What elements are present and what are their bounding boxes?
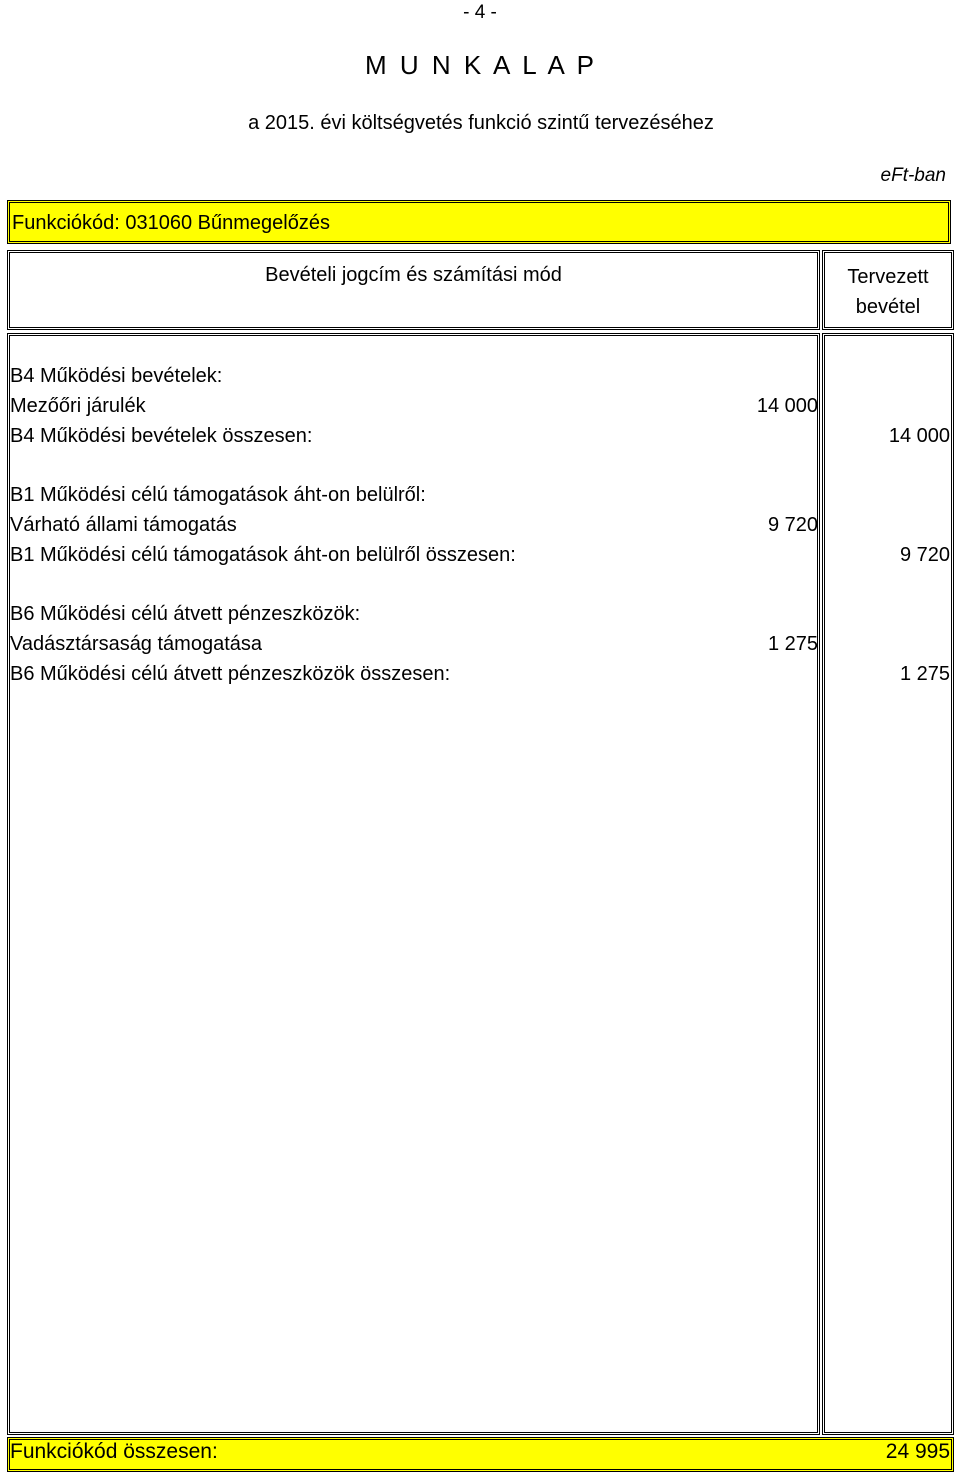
grand-total-value: 24 995 [885, 1440, 950, 1463]
table-body-right [822, 333, 954, 1435]
column-header-revenue-title: Bevételi jogcím és számítási mód [265, 264, 562, 286]
page-title: M U N K A L A P [365, 50, 597, 80]
section-heading: B6 Működési célú átvett pénzeszközök: [10, 603, 361, 625]
line-item-value: 1 275 [767, 633, 818, 655]
section-total-value: 9 720 [899, 544, 950, 566]
section-total-label: B6 Működési célú átvett pénzeszközök összesen: [10, 663, 451, 685]
section-heading: B4 Működési bevételek: [10, 365, 223, 387]
section-total-value: 1 275 [899, 663, 950, 685]
grand-total-label: Funkciókód összesen: [10, 1440, 218, 1463]
section-total-label: B1 Működési célú támogatások áht-on belülről összesen: [10, 544, 516, 566]
line-item-label: Vadásztársaság támogatása [10, 633, 263, 655]
line-item-label: Mezőőri járulék [10, 395, 146, 417]
column-header-line2: bevétel [855, 296, 921, 318]
function-code-label: Funkciókód: 031060 Bűnmegelőzés [12, 212, 330, 234]
section-total-value: 14 000 [888, 425, 950, 447]
section-heading: B1 Működési célú támogatások áht-on belülről: [10, 484, 426, 506]
page-subtitle: a 2015. évi költségvetés funkció szintű tervezéséhez [248, 112, 714, 134]
line-item-value: 9 720 [767, 514, 818, 536]
line-item-value: 14 000 [756, 395, 818, 417]
section-total-label: B4 Működési bevételek összesen: [10, 425, 313, 447]
page-number: - 4 - [463, 2, 497, 23]
line-item-label: Várható állami támogatás [10, 514, 237, 536]
column-header-planned-revenue [822, 262, 954, 322]
column-header-line1: Tervezett [847, 266, 929, 288]
column-header-left-box [7, 250, 820, 330]
unit-label: eFt-ban [880, 165, 946, 186]
